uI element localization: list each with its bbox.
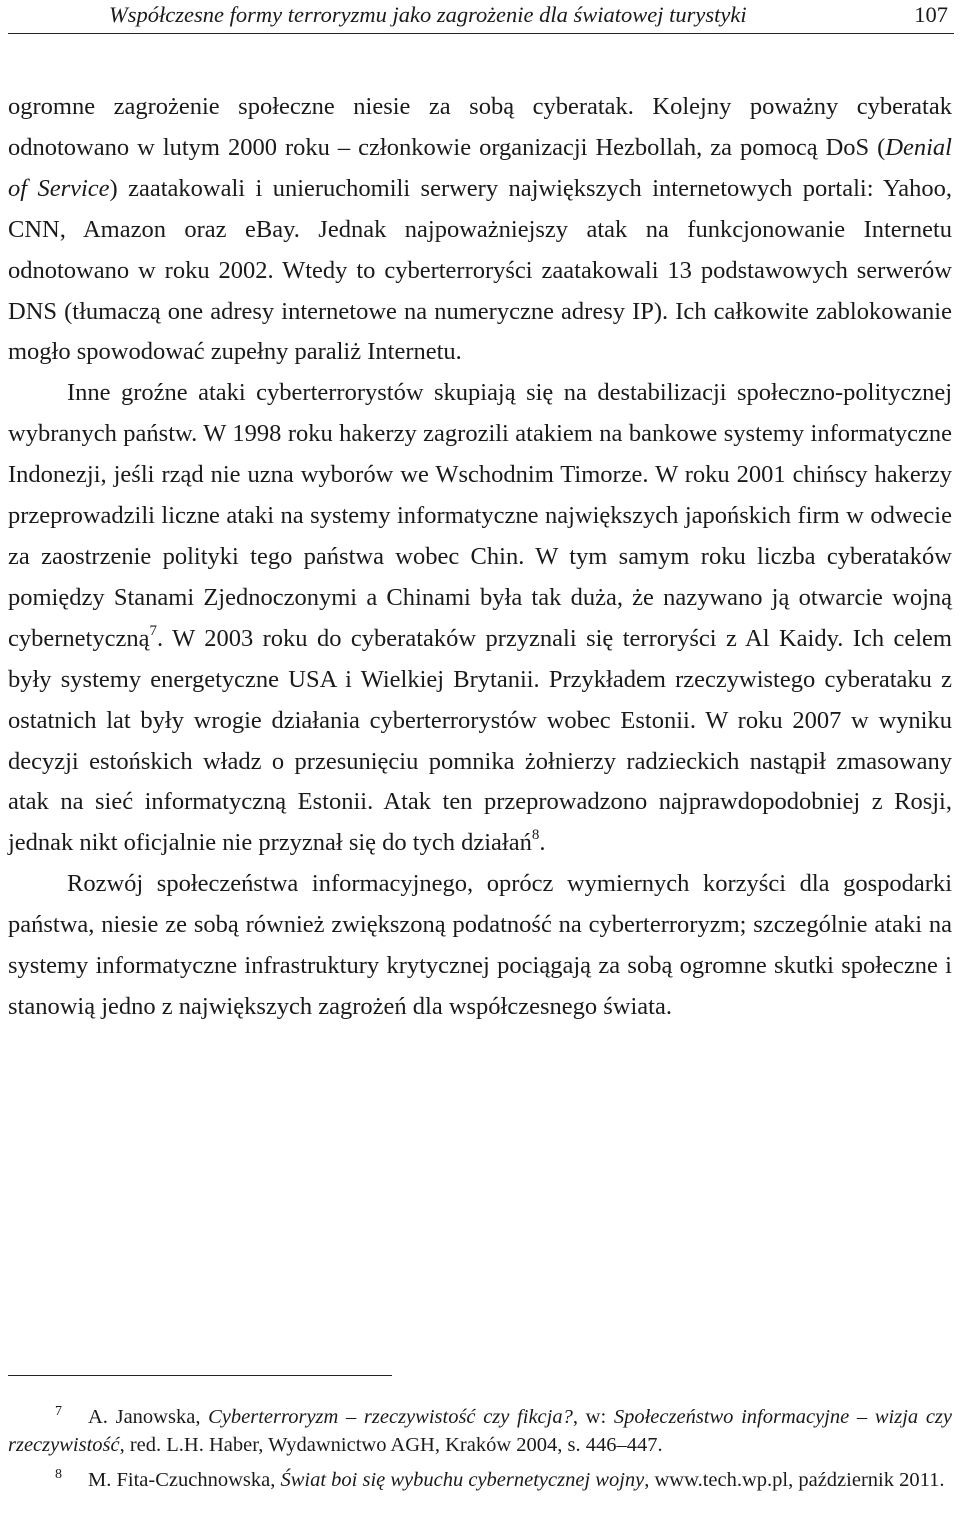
paragraph-2 bbox=[8, 373, 952, 864]
footnote-7: 7 A. Janowska, Cyberterroryzm – rzeczywistość czy fikcja?, w: Społeczeństwo informacyjne – wizja czy rzeczywistość, red. L.H. Haber, Wydawnictwo AGH, Kraków 2004, s. 446–447. bbox=[8, 1404, 953, 1456]
footnote-separator bbox=[8, 1375, 392, 1376]
footnote-title: Cyberterroryzm – rzeczywistość czy fikcja? bbox=[208, 1406, 573, 1428]
running-header bbox=[8, 0, 954, 34]
paragraph-1 bbox=[8, 87, 952, 373]
footnote-text: , w: bbox=[572, 1406, 614, 1428]
footnote-author: M. Fita-Czuchnowska, bbox=[88, 1469, 281, 1491]
footnote-ref-8[interactable]: 8 bbox=[531, 827, 540, 844]
footnote-8: 8 M. Fita-Czuchnowska, Świat boi się wybuchu cybernetycznej wojny, www.tech.wp.pl, październik 2011. bbox=[55, 1467, 945, 1491]
paragraph-2-part-b: . W 2003 roku do cyberataków przyznali się terroryści z Al Kaidy. Ich celem były systemy energetyczne USA i Wielkiej Brytanii. Przykładem rzeczywistego cyberataku z ostatnich lat były wrogie działania cyberterrorystów wobec Estonii. W roku 2007 w wyniku decyzji estońskich władz o przesunięciu pomnika żołnierzy radzieckich nastąpił zmasowany atak na sieć informatyczną Estonii. Atak ten przeprowadzono najprawdopodobniej z Rosji, jednak nikt oficjalnie nie przyznał się do tych działań bbox=[8, 624, 952, 857]
footnote-text: , www.tech.wp.pl, październik 2011. bbox=[644, 1469, 945, 1491]
main-text bbox=[8, 87, 952, 1028]
page-number: 107 bbox=[914, 2, 948, 27]
footnote-author: A. Janowska, bbox=[88, 1406, 209, 1428]
footnote-ref-7[interactable]: 7 bbox=[149, 622, 157, 639]
footnote-title: Świat boi się wybuchu cybernetycznej wojny bbox=[280, 1469, 645, 1491]
dos-term: Denial of Service bbox=[8, 133, 952, 202]
paragraph-1-part-a: ogromne zagrożenie społeczne niesie za sobą cyberatak. Kolejny poważny cyberatak odnotowano w lutym 2000 roku – członkowie organizacji Hezbollah, za pomocą DoS ( bbox=[8, 93, 952, 161]
footnote-source: Społeczeństwo informacyjne – wizja czy rzeczywistość bbox=[8, 1406, 953, 1456]
paragraph-2-part-a: Inne groźne ataki cyberterrorystów skupiają się na destabilizacji społeczno-politycznej wybranych państw. W 1998 roku hakerzy zagrozili atakiem na bankowe systemy informatyczne Indonezji, jeśli rząd nie uzna wyborów we Wschodnim Timorze. W roku 2001 chińscy hakerzy przeprowadzili liczne ataki na systemy informatyczne największych japońskich firm w odwecie za zaostrzenie polityki tego państwa wobec Chin. W tym samym roku liczba cyberataków pomiędzy Stanami Zjednoczonymi a Chinami była tak duża, że nazywano ją otwarcie wojną cybernetyczną bbox=[8, 379, 952, 652]
footnotes bbox=[8, 1404, 952, 1495]
paragraph-1-part-b: ) zaatakowali i unieruchomili serwery największych internetowych portali: Yahoo, CNN, Amazon oraz eBay. Jednak najpoważniejszy atak na funkcjonowanie Internetu odnotowano w roku 2002. Wtedy to cyberterroryści zaatakowali 13 podstawowych serwerów DNS (tłumaczą one adresy internetowe na numeryczne adresy IP). Ich całkowite zablokowanie mogło spowodować zupełny paraliż Internetu. bbox=[8, 174, 952, 366]
footnote-text: , red. L.H. Haber, Wydawnictwo AGH, Kraków 2004, s. 446–447. bbox=[119, 1433, 663, 1456]
running-title: Współczesne formy terroryzmu jako zagrożenie dla światowej turystyki bbox=[109, 2, 747, 27]
paragraph-3: Rozwój społeczeństwa informacyjnego, oprócz wymiernych korzyści dla gospodarki państwa, niesie ze sobą również zwiększoną podatność na cyberterroryzm; szczególnie ataki na systemy informatyczne infrastruktury krytycznej pociągają za sobą ogromne skutki społeczne i stanowią jedno z największych zagrożeń dla współczesnego świata. bbox=[8, 870, 952, 1020]
paragraph-2-part-c: . bbox=[539, 829, 546, 857]
